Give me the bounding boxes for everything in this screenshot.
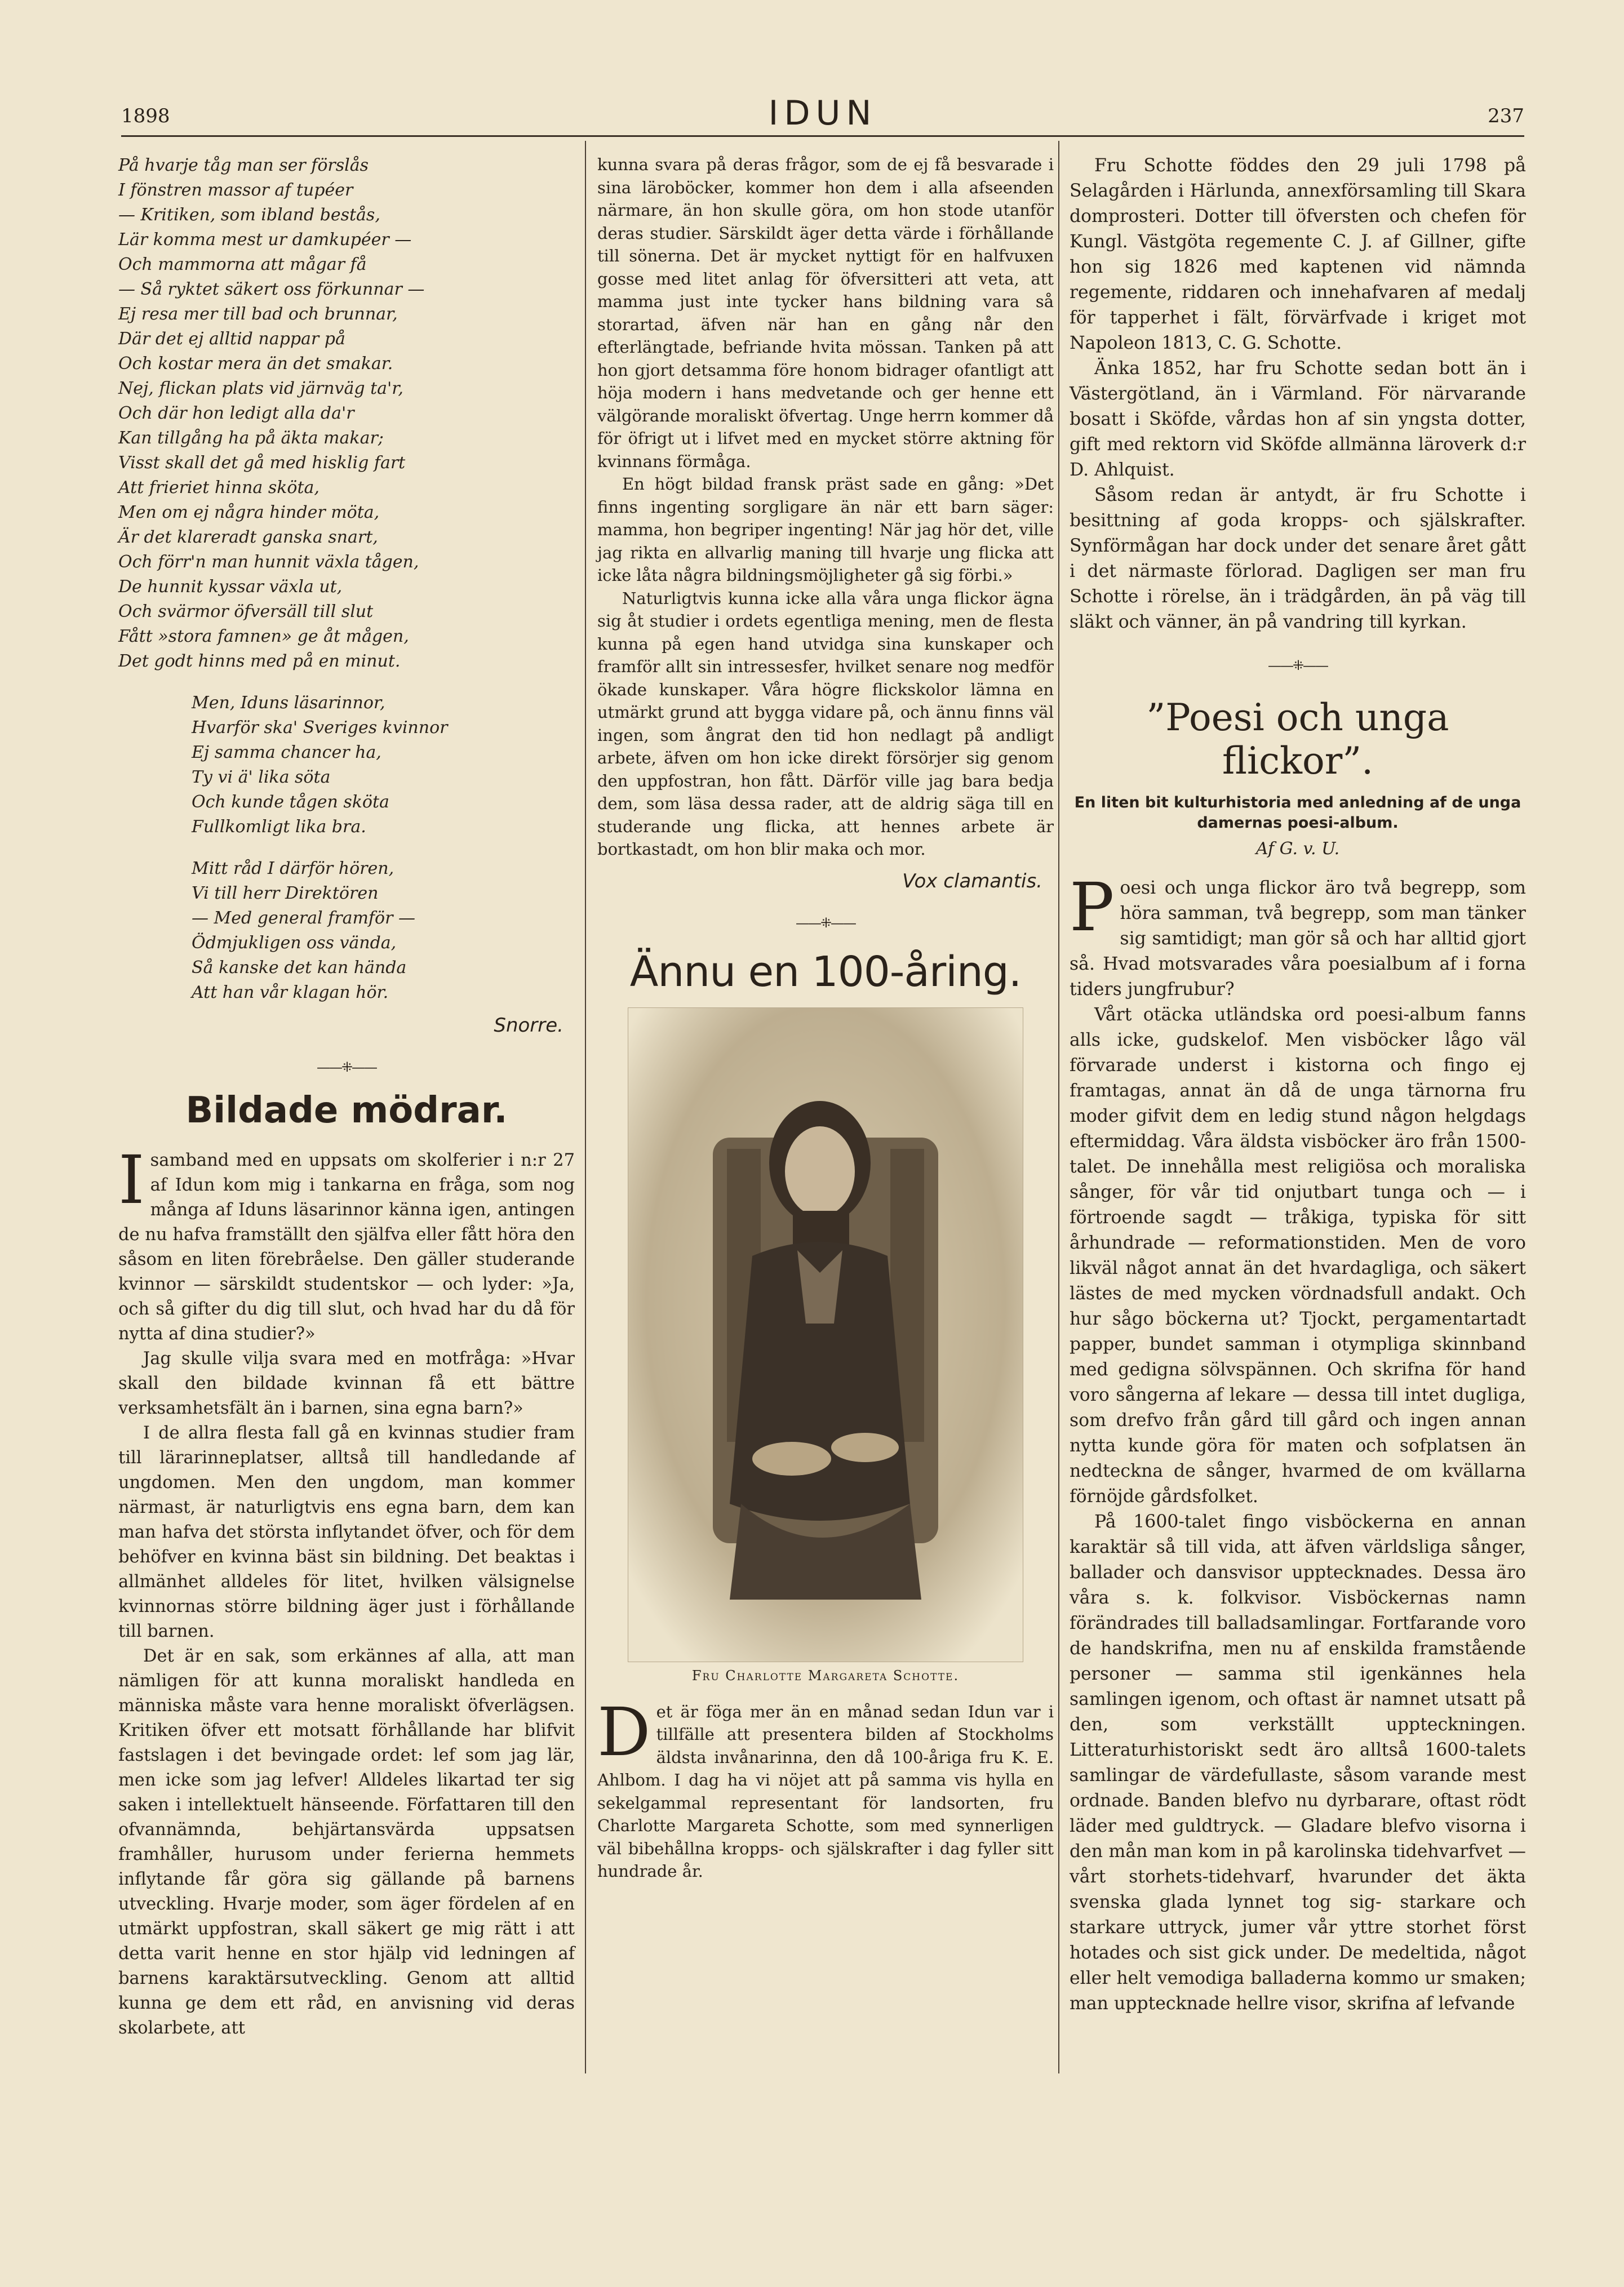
poem-line: Och där hon ledigt alla da'r [118, 403, 354, 423]
poem-line: Ej samma chancer ha, [192, 743, 381, 762]
poem-line: Och svärmor öfversäll till slut [118, 602, 374, 621]
header-year: 1898 [121, 105, 170, 127]
article-paragraph: Fru Schotte föddes den 29 juli 1798 på Selagården i Härlunda, annexförsamling till Skara domprosteri. Dotter till öfversten och chefen för Kungl. Västgöta regemente C. J. af Gillner, gifte hon sig 1826 med kaptenen vid nämnda regemente, riddaren och innehafvaren af medalj för tapperhet i fält, förvärfvade i kriget mot Napoleon 1813, C. G. Schotte. [1070, 156, 1526, 353]
poem-line: Men om ej några hinder möta, [118, 503, 380, 522]
article-paragraph: Naturligtvis kunna icke alla våra unga flickor ägna sig åt studier i ordets egentliga mening, men de flesta kunna på egen hand utvidga sina kunskaper och framför allt sin intressesfer, hvilket senare nog medför ökade kunskaper. Våra högre flickskolor lämna en utmärkt grund att bygga vidare på, och ännu finns väl ingen, som ångrat den tid hon nedlagt på andligt arbete, äfven om hon icke direkt försörjer sig genom den uppfostran, hon fått. Därför ville jag bara bedja dem, som läsa dessa rader, att de aldrig säga till en studerande ung flicka, att hennes arbete är bortkastadt, om hon blir maka och mor. [597, 588, 1054, 859]
drop-cap: D [597, 1693, 651, 1771]
poem-line: Ej resa mer till bad och brunnar, [118, 304, 398, 324]
poem-line: Att han vår klagan hör. [192, 983, 389, 1002]
article-paragraph: Vårt otäcka utländska ord poesi-album fanns alls icke, gudskelof. Men visböcker lågo väl förvarade underst i kistorna och fingo ej framtagas, annat än då de unga tärnorna fru moder gifvit dem en ledig stund någon helgdags eftermiddag. Våra äldsta visböcker äro från 1500-talet. De innehålla mest religiösa och moraliska sånger, för vår tid onjutbart tunga och — i förtroende sagdt — tråkiga, typiska för sitt århundrade — reformationstiden. Men de voro likväl något annat än det hvardagliga, och säkert lästes de med mycken vördnadsfull andakt. Och hur sågo böckerna ut? Tjockt, pergamentartadt papper, bundet samman i otympliga skinnband med gedigna sölvspännen. Och skrifna för hand voro sångerna af lekare — dessa till intet dugliga, som drefvo från gård till gård och ingen annan nytta kunde göra för maten och sofplatsen än nedteckna de sånger, hvarmed de om kvällarna förnöjde gårdsfolket. [1070, 1005, 1526, 1507]
article-title: Bildade mödrar. [185, 1090, 508, 1131]
article-title: Ännu en 100-åring. [629, 947, 1022, 996]
poem-line: Nej, flickan plats vid järnväg ta'r, [118, 379, 403, 398]
poem-line: Hvarför ska' Sveriges kvinnor [192, 718, 448, 738]
poem-line: Lär komma mest ur damkupéer — [118, 230, 412, 250]
article-signature: Vox clamantis. [902, 869, 1042, 892]
poem-line: Visst skall det gå med hisklig fart [118, 453, 406, 473]
poem-line: Mitt råd I därför hören, [192, 859, 394, 878]
column-divider [585, 141, 586, 2073]
header-page-number: 237 [1488, 105, 1524, 127]
poem-line: Är det klareradt ganska snart, [118, 527, 378, 547]
poem-line: Vi till herr Direktören [192, 883, 379, 903]
poem-line: Ty vi ä' lika söta [192, 767, 331, 787]
poem-line: Och mammorna att mågar få [118, 255, 367, 274]
drop-cap: I [118, 1141, 145, 1219]
portrait-illustration [628, 1008, 1023, 1662]
article-body-continued [597, 153, 1054, 861]
poem-line: På hvarje tåg man ser förslås [118, 156, 369, 175]
poem-line: I fönstren massor af tupéer [118, 180, 353, 200]
poem-line: Så kanske det kan hända [192, 958, 407, 978]
poem-line: Men, Iduns läsarinnor, [192, 693, 385, 713]
column-3 [1070, 153, 1526, 2017]
poem-line: Det godt hinns med på en minut. [118, 651, 401, 671]
article-subtitle: En liten bit kulturhistoria med anledning af de unga damernas poesi-album. [1074, 794, 1521, 832]
ornament-divider-icon: ——⁜—— [1267, 658, 1328, 673]
poem-line: — Så ryktet säkert oss förkunnar — [118, 279, 425, 299]
poem-line: — Med general framför — [192, 908, 415, 928]
article-paragraph: Poesi och unga flickor äro två begrepp, som höra samman, två begrepp, som man tänker sig samtidigt; man gör så och har alltid gjort så. Hvad motsvarades våra poesialbum af i forna tiders jungfrubur? [1070, 868, 1526, 1000]
poem-line: — Kritiken, som ibland bestås, [118, 205, 380, 225]
header-rule [121, 135, 1524, 137]
column-2 [597, 153, 1054, 1883]
article-paragraph: Det är en sak, som erkännes af alla, att man nämligen för att kunna moraliskt handleda en människa måste vara henne moraliskt öfverlägsen. Kritiken öfver ett motsatt förhållande har blifvit fastslagen i det bevingade ordet: lef som jag lär, men icke som jag lefver! Alldeles likartad ter sig saken i intellektuelt hänseende. Författaren till den ofvannämnda, behjärtansvärda uppsatsen framhåller, hurusom under ferierna hemmets inflytande får göra sig gällande på barnens utveckling. Hvarje moder, som äger fördelen af en utmärkt uppfostran, skall säkert ge mig rätt i att detta varit henne en stor hjälp vid ledningen af barnens karaktärsutveckling. Genom att alltid kunna ge dem ett råd, en anvisning vid deras skolarbete, att [118, 1646, 575, 2038]
article-paragraph: Isamband med en uppsats om skolferier i n:r 27 af Idun kom mig i tankarna en fråga, som nog många af Iduns läsarinnor känna igen, antingen de nu hafva framställt den själfva eller fått höra den såsom en liten förebråelse. Den gäller studerande kvinnor — särskildt studentskor — och lyder: »Ja, och så gifter du dig till slut, och hvad har du då för nytta af dina studier?» [118, 1141, 575, 1344]
article-paragraph: Änka 1852, har fru Schotte sedan bott än i Västergötland, än i Värmland. För närvarande bosatt i Sköfde, vårdas hon af sin yngsta dotter, gift med rektorn vid Sköfde allmänna läroverk d:r D. Ahlquist. [1070, 358, 1526, 480]
article-paragraph: Det är föga mer än en månad sedan Idun var i tillfälle att presentera bilden af Stockholms äldsta invånarinna, den då 100-åriga fru K. E. Ahlbom. I dag ha vi nöjet att på samma vis hylla en sekelgammal representant för landsorten, fru Charlotte Margareta Schotte, som med synnerligen väl bibehållna kropps- och själskrafter i dag fyller sitt hundrade år. [597, 1693, 1054, 1881]
poem-line: Och kunde tågen sköta [192, 792, 389, 812]
article-paragraph: kunna svara på deras frågor, som de ej få besvarade i sina läroböcker, kommer hon dem i alla afseenden närmare, än hon skulle göra, om hon stode utanför deras studier. Särskildt äger detta värde i förhållande till sönerna. Det är mycket nyttigt för en halfvuxen gosse med litet anlag för öfversitteri att veta, att mamma just inte tycker hans bildning vara så storartad, äfven när han en gång når den efterlängtade, befriande hvita mössan. Tanken på att hon gjort detsamma före honom bidrager ofantligt att höja modern i hans medvetande och ger henne ett välgörande moraliskt öfvertag. Unge herrn kommer då för öfrigt ut i lifvet med en mycket större aktning för kvinnans förmåga. [597, 155, 1054, 471]
article-paragraph: Såsom redan är antydt, är fru Schotte i besittning af goda kropps- och själskrafter. Synförmågan har dock under det senare året gått i det närmaste förlorad. Dagligen ser man fru Schotte i rörelse, än i trädgården, än på väg till släkt och vänner, än på vandring till kyrkan. [1070, 485, 1526, 632]
header-title: IDUN [768, 94, 877, 133]
article-body [1070, 868, 1526, 2017]
poem-stanza-3 [118, 856, 575, 1005]
drop-cap: P [1070, 868, 1115, 946]
article-paragraph: I de allra flesta fall gå en kvinnas studier fram till lärarinneplatser, alltså till handledande af ungdomen. Men den ungdom, man kommer närmast, är naturligtvis ens egna barn, dem kan man hafva det största inflytandet öfver, och för dem behöfver en kvinna bäst sin bildning. Det beaktas i allmänhet alldeles för litet, hvilken välsignelse kvinnornas större bildning äger just i förhållande till barnen. [118, 1423, 575, 1641]
article-paragraph: På 1600-talet fingo visböckerna en annan karaktär så till vida, att äfven världsliga sånger, ballader och dansvisor upptecknades. Dessa äro våra s. k. folkvisor. Visböckernas namn förändrades till balladsamlingar. Fortfarande voro de handskrifna, men nu af enskilda framstående personer — samma stil igenkännes hela samlingen igenom, och oftast är namnet utsatt på den, som verkställt uppteckningen. Litteraturhistoriskt sedt äro alltså 1600-talets samlingar de värdefullaste, såsom varande mest ordnade. Banden blefvo nu dyrbarare, oftast rödt läder med guldtryck. — Gladare blefvo visorna i den mån man kom in på karolinska tidehvarfvet — vårt storhets-tidehvarf, hvarunder det äkta svenska glada lynnet tog sig- starkare och starkare uttryck, jumer vår yttre storhet först hotades och sist gick under. De medeltida, något eller helt vemodiga balladerna kommo ur smaken; man upptecknade hellre visor, skrifna af lefvande [1070, 1512, 1526, 2014]
column-1 [118, 153, 575, 2041]
poem-line: Att frieriet hinna sköta, [118, 478, 320, 498]
ornament-divider-icon: ——⁜—— [795, 914, 856, 931]
ornament-divider-icon: ——⁜—— [316, 1059, 377, 1075]
article-body [118, 1141, 575, 2041]
poem-stanza-2 [118, 691, 575, 840]
article-title: ”Poesi och unga flickor”. [1146, 696, 1449, 783]
article-paragraph: Jag skulle vilja svara med en motfråga: »Hvar skall den bildade kvinnan få ett bättre verksamhetsfält än i barnen, sina egna barn?» [118, 1349, 575, 1418]
article-author: Af G. v. U. [1255, 839, 1340, 859]
poem [118, 153, 575, 1005]
poem-line: Där det ej alltid nappar på [118, 329, 345, 349]
poem-line: Och förr'n man hunnit växla tågen, [118, 552, 419, 572]
poem-line: De hunnit kyssar växla ut, [118, 577, 343, 597]
photo-caption: Fru Charlotte Margareta Schotte. [691, 1667, 960, 1684]
poem-line: Fått »stora famnen» ge åt mågen, [118, 627, 409, 646]
poem-line: Och kostar mera än det smakar. [118, 354, 393, 374]
poem-stanza-1 [118, 153, 575, 674]
poem-line: Ödmjukligen oss vända, [192, 933, 397, 953]
poem-signature: Snorre. [494, 1014, 563, 1037]
poem-line: Kan tillgång ha på äkta makar; [118, 428, 384, 448]
article-paragraph: En högt bildad fransk präst sade en gång: »Det finns ingenting sorgligare än när ett barn säger: mamma, hon begriper ingenting! När jag hör det, ville jag rikta en allvarlig maning till hvarje ung flicka att icke låta några bildningsmöjligheter gå sig förbi.» [597, 474, 1054, 585]
column-divider [1058, 141, 1059, 2073]
article-body [597, 1693, 1054, 1883]
poem-line: Fullkomligt lika bra. [192, 817, 366, 837]
portrait-photo [628, 1007, 1023, 1662]
page-header [121, 90, 1524, 135]
article-body-continued [1070, 153, 1526, 635]
